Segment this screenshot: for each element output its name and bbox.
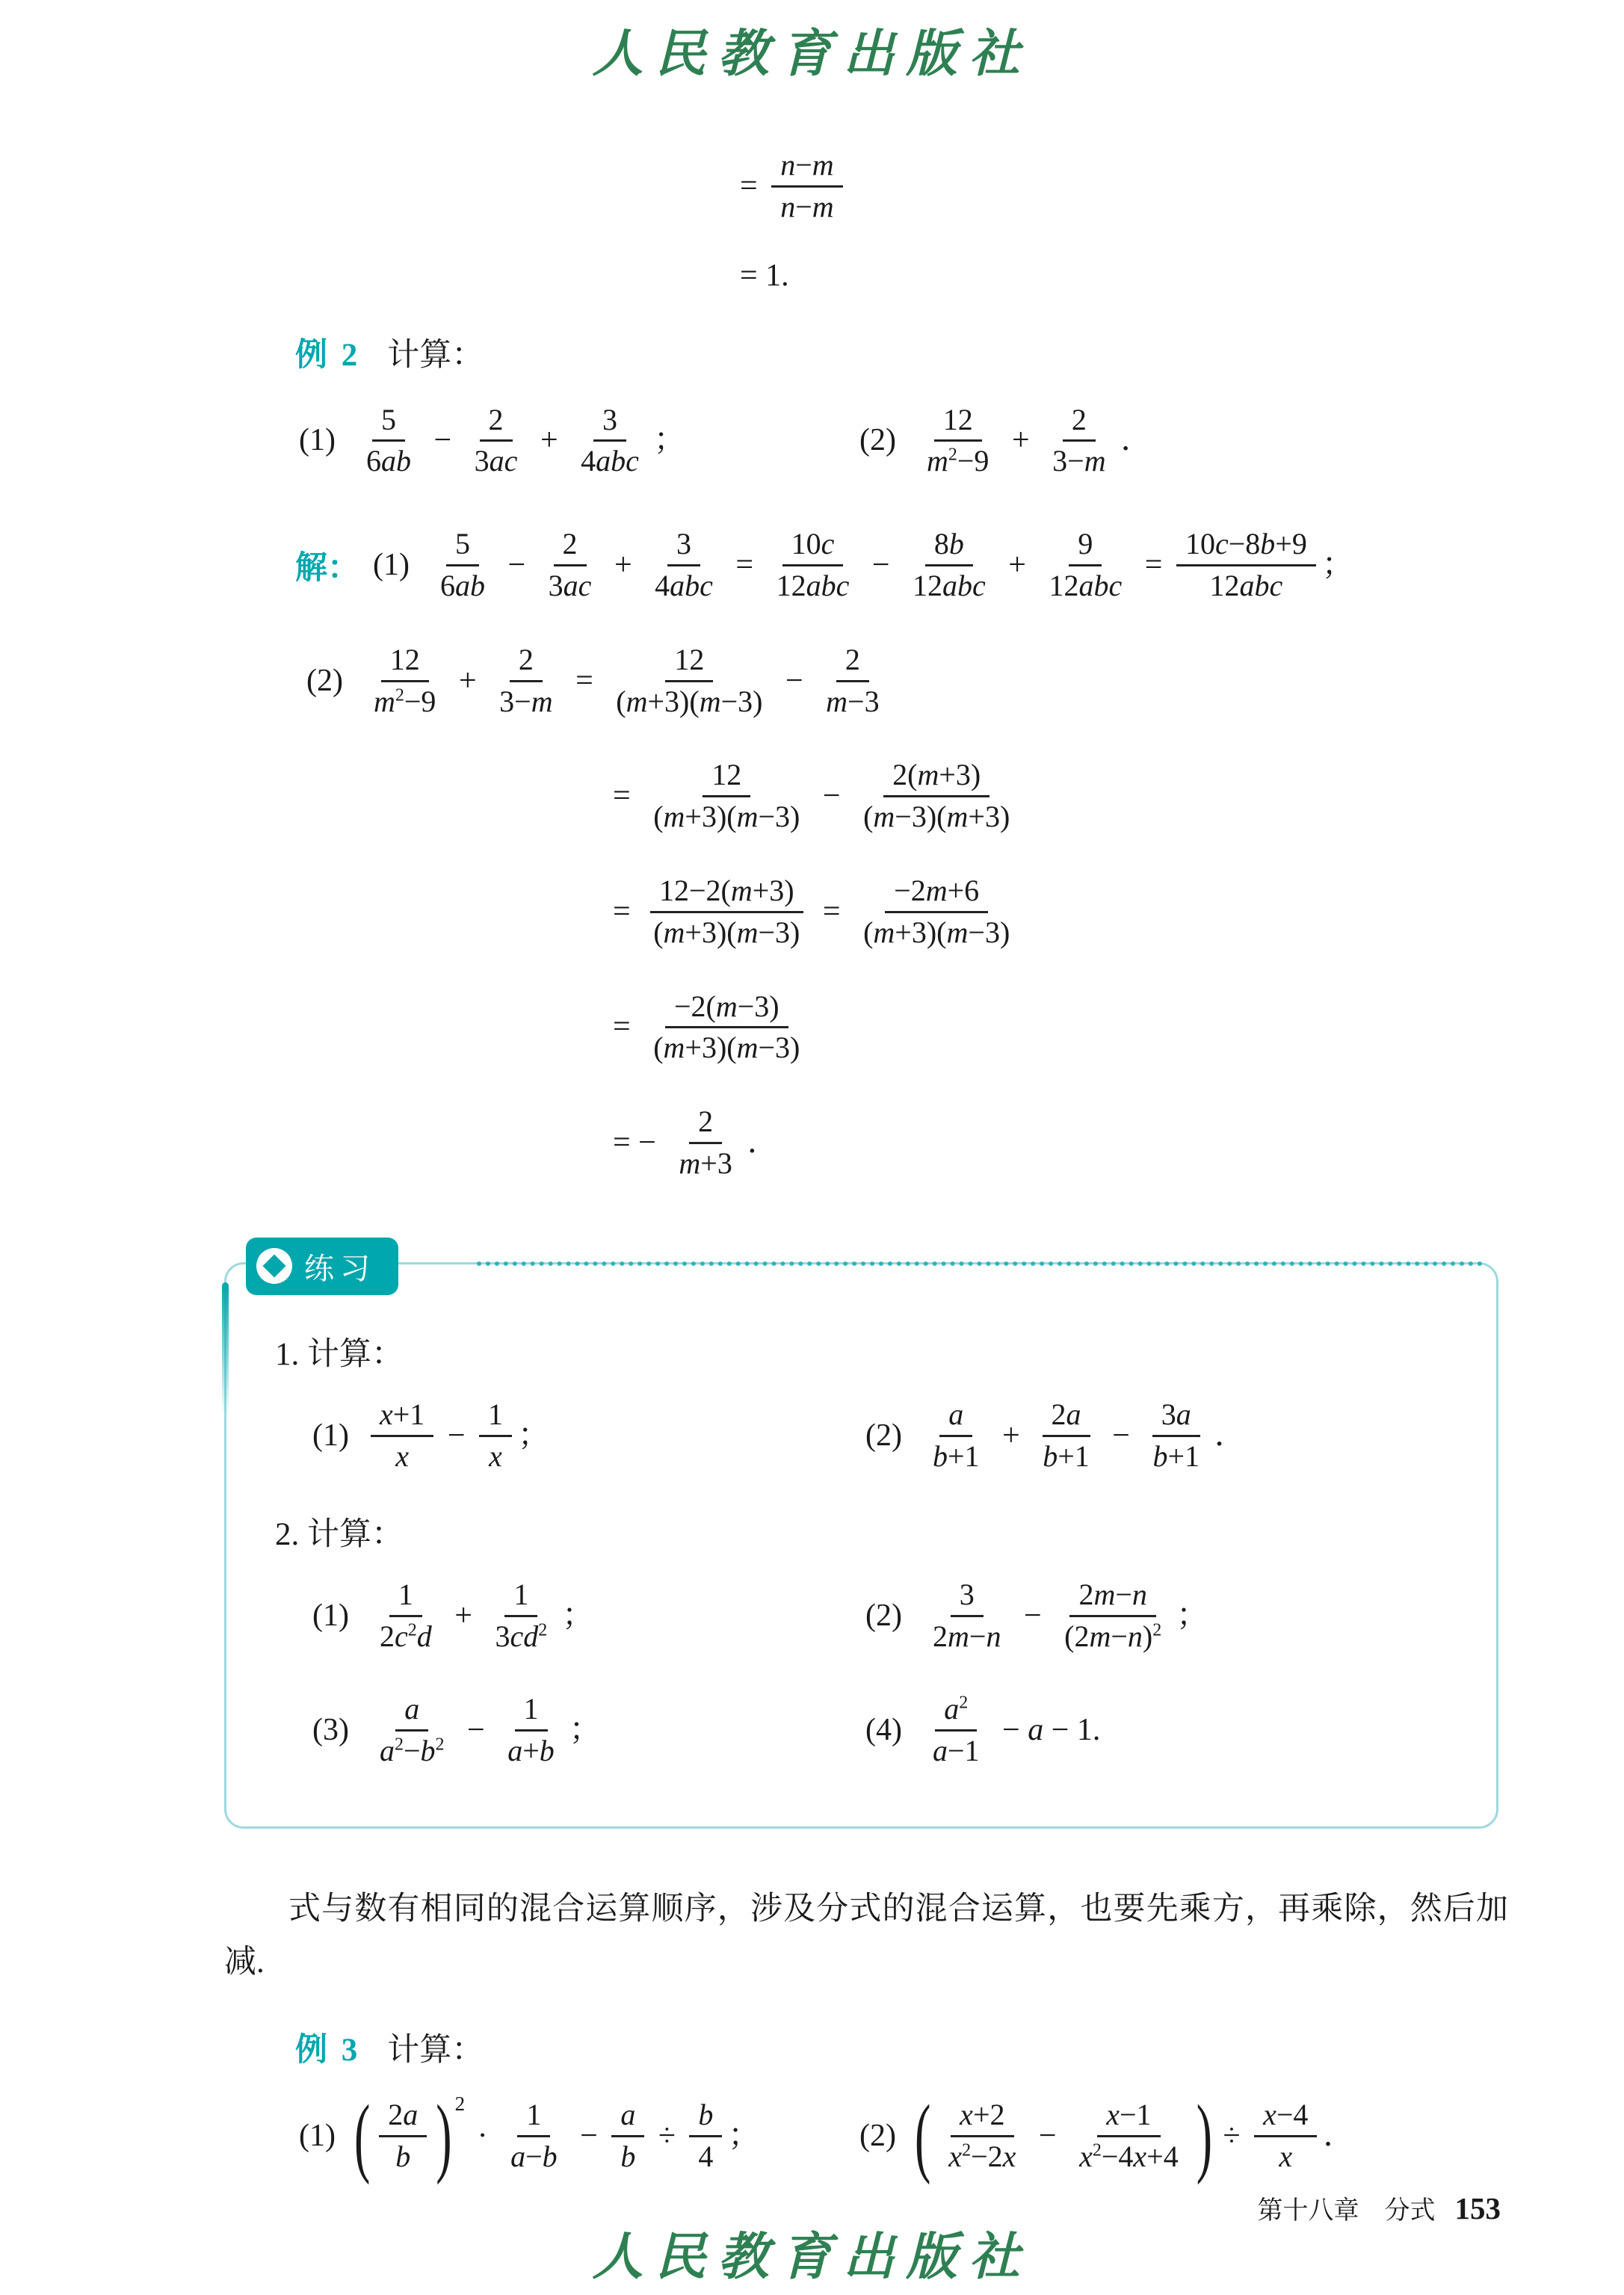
example-3-label: 例 3 [295,2033,361,2069]
solution-line-1 [295,525,1508,606]
practice-item-2-problems-row-2 [268,1690,1466,1771]
practice-tab-label: 练习 [304,1251,376,1285]
example-2-title: 计算： [387,337,484,373]
practice-gem-icon [256,1248,292,1284]
example-2-problem-2: (2) $\frac{12}{m^2-9}$ + $\frac{2}{3-m}$ ． [859,401,1152,482]
footer-chapter: 第十八章 分式 [1257,2197,1436,2225]
solution-2-line: = $\frac{12}{(m+3)(m-3)}$ − $\frac{2(m+3)}{(m-3)(m+3)}$ [613,756,1508,837]
practice-problem-2-1: (1) $\frac{1}{2c^2d}$ + $\frac{1}{3cd^2}$ ； [312,1575,865,1657]
solution-2-line: (2) $\frac{12}{m^2-9}$ + $\frac{2}{3-m}$ = $\frac{12}{(m+3)(m-3)}$ − $\frac{2}{m-3}$ [306,640,1508,722]
example-3-heading [295,2024,1508,2070]
example-3-problems [224,2086,1508,2186]
practice-dotted-border [477,1261,1483,1266]
practice-tab [246,1238,398,1295]
example-3-problem-2: (2) ( $\frac{x+2}{x^2-2x}$ − $\frac{x-1}{x^2-4x+4}$ ) ÷ $\frac{x-4}{x}$ ． [859,2086,1355,2186]
example-3-section [224,2024,1508,2186]
example-2-heading [295,330,1508,375]
solution-label: 解： [295,551,359,587]
example-2-problems [224,401,1508,482]
equation-line: = 1. [740,258,789,293]
practice-item-1-problems [268,1395,1466,1477]
solution-2-line: = $\frac{12-2(m+3)}{(m+3)(m-3)}$ = $\frac{-2m+6}{(m+3)(m-3)}$ [613,871,1508,953]
practice-item-2-problems-row-1 [268,1575,1466,1657]
practice-box [224,1251,1498,1829]
practice-problem-1-1: (1) $\frac{x+1}{x}$ − $\frac{1}{x}$ ； [312,1395,865,1477]
example-2-problem-1: (1) $\frac{5}{6ab}$ − $\frac{2}{3ac}$ + $\frac{3}{\text{4abc}}$ ； [299,401,859,482]
solution-2-line: = $\frac{-2(m-3)}{(m+3)(m-3)}$ [613,987,1508,1069]
practice-problem-2-3: (3) $\frac{a}{a^2-b^2}$ − $\frac{1}{a+b}$ ； [312,1690,865,1771]
practice-item-1-label: 1. 计算： [275,1336,404,1372]
practice-problem-2-4: (4) $\frac{a^2}{a-1}$ − a − 1. [865,1690,1100,1771]
mixed-operations-paragraph: 式与数有相同的混合运算顺序，涉及分式的混合运算，也要先乘方，再乘除，然后加减. [224,1891,1508,1980]
publisher-logo-bottom: 人民教育出版社 [592,2228,1032,2285]
footer-page-number: 153 [1454,2191,1501,2225]
solution-2-block [224,640,1508,1184]
example-3-title: 计算： [387,2033,484,2069]
example-2-section [224,330,1508,1184]
equation-line: = $\frac{n-m}{n-m}$ [740,146,1508,227]
example-2-label: 例 2 [295,337,361,373]
practice-left-accent [222,1282,229,1417]
solution-1-math: (1) $\frac{5}{6ab}$ − $\frac{2}{3ac}$ + $\frac{3}{\text{4abc}}$ = $\frac{10c}{\text{12abc}}$ − $\frac{8b}{\text{12abc}}$ + $\frac{9}{\text{12abc}}$ = $\frac{10c-8b+9}{\text{12abc}}$ ； [373,525,1353,606]
practice-item-2-label: 2. 计算： [275,1517,404,1553]
practice-problem-2-2: (2) $\frac{3}{2m-n}$ − $\frac{2m-n}{(2m-n)^2}$ ； [865,1575,1208,1657]
practice-problem-1-2: (2) $\frac{a}{b+1}$ + $\frac{2a}{b+1}$ − $\frac{3a}{b+1}$ ． [865,1395,1246,1477]
example-3-problem-1: (1) ( $\frac{2a}{b}$ ) 2 · $\frac{1}{a-b}$ − $\frac{a}{b}$ ÷ $\frac{b}{4}$ ； [299,2086,760,2186]
solution-2-line: = − $\frac{2}{m+3}$ ． [613,1102,1508,1184]
publisher-logo-top: 人民教育出版社 [592,25,1032,82]
carryover-equations [740,146,1508,294]
